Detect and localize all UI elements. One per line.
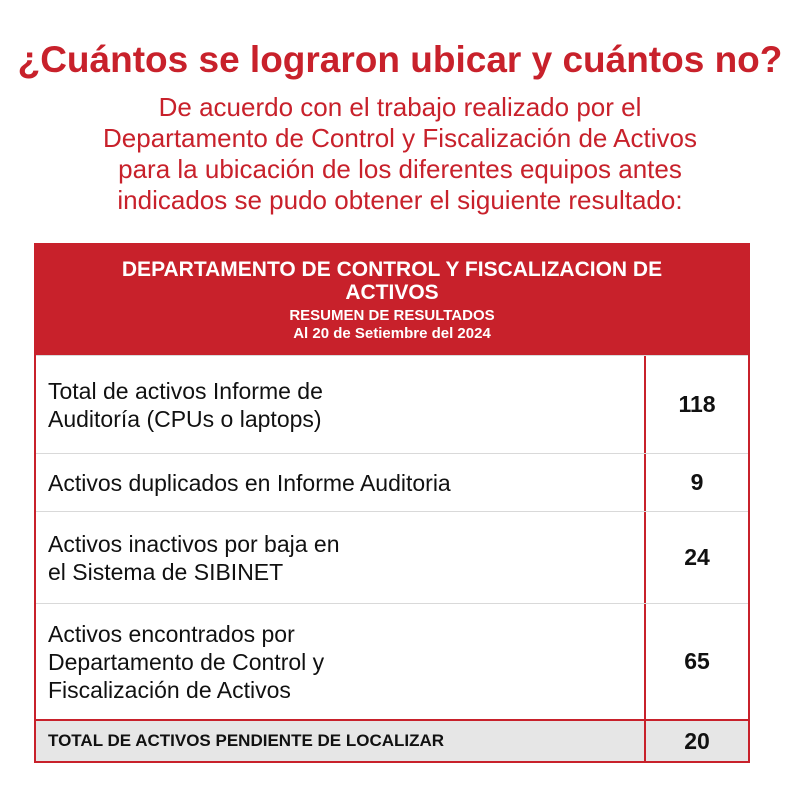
total-value: 20 xyxy=(684,727,710,754)
row-label xyxy=(36,604,646,719)
row-label xyxy=(36,356,646,453)
intro-line: Departamento de Control y Fiscalización de Activos xyxy=(103,123,697,153)
row-label-line: Auditoría (CPUs o laptops) xyxy=(48,405,322,432)
table-row xyxy=(36,355,748,453)
row-label xyxy=(36,512,646,603)
row-label-line: el Sistema de SIBINET xyxy=(48,558,284,585)
page-title: ¿Cuántos se lograron ubicar y cuántos no? xyxy=(17,39,783,80)
table-row xyxy=(36,511,748,603)
row-value: 118 xyxy=(678,391,716,417)
row-label-line: Activos inactivos por baja en xyxy=(48,530,340,557)
table-header xyxy=(36,245,748,355)
row-label-line: Activos duplicados en Informe Auditoria xyxy=(48,469,451,496)
row-value: 24 xyxy=(684,544,710,570)
table-row xyxy=(36,603,748,719)
table-header-subtitle: RESUMEN DE RESULTADOS xyxy=(289,307,495,324)
row-label-line: Activos encontrados por xyxy=(48,620,295,647)
total-row xyxy=(36,719,748,761)
table-header-title: DEPARTAMENTO DE CONTROL Y FISCALIZACION DE ACTIVOS xyxy=(121,258,663,304)
total-label: TOTAL DE ACTIVOS PENDIENTE DE LOCALIZAR xyxy=(36,721,646,761)
intro-line: indicados se pudo obtener el siguiente resultado: xyxy=(117,185,683,215)
results-table xyxy=(34,243,750,763)
row-label-line: Departamento de Control y xyxy=(48,648,325,675)
row-label xyxy=(36,454,646,511)
row-label-line: Fiscalización de Activos xyxy=(48,676,291,703)
intro-line: para la ubicación de los diferentes equipos antes xyxy=(118,154,682,184)
intro-line: De acuerdo con el trabajo realizado por el xyxy=(158,92,642,122)
intro-paragraph xyxy=(60,92,740,216)
row-value: 9 xyxy=(690,469,704,495)
table-header-date: Al 20 de Setiembre del 2024 xyxy=(293,325,491,342)
row-value: 65 xyxy=(684,648,710,674)
row-label-line: Total de activos Informe de xyxy=(48,377,323,404)
table-row xyxy=(36,453,748,511)
